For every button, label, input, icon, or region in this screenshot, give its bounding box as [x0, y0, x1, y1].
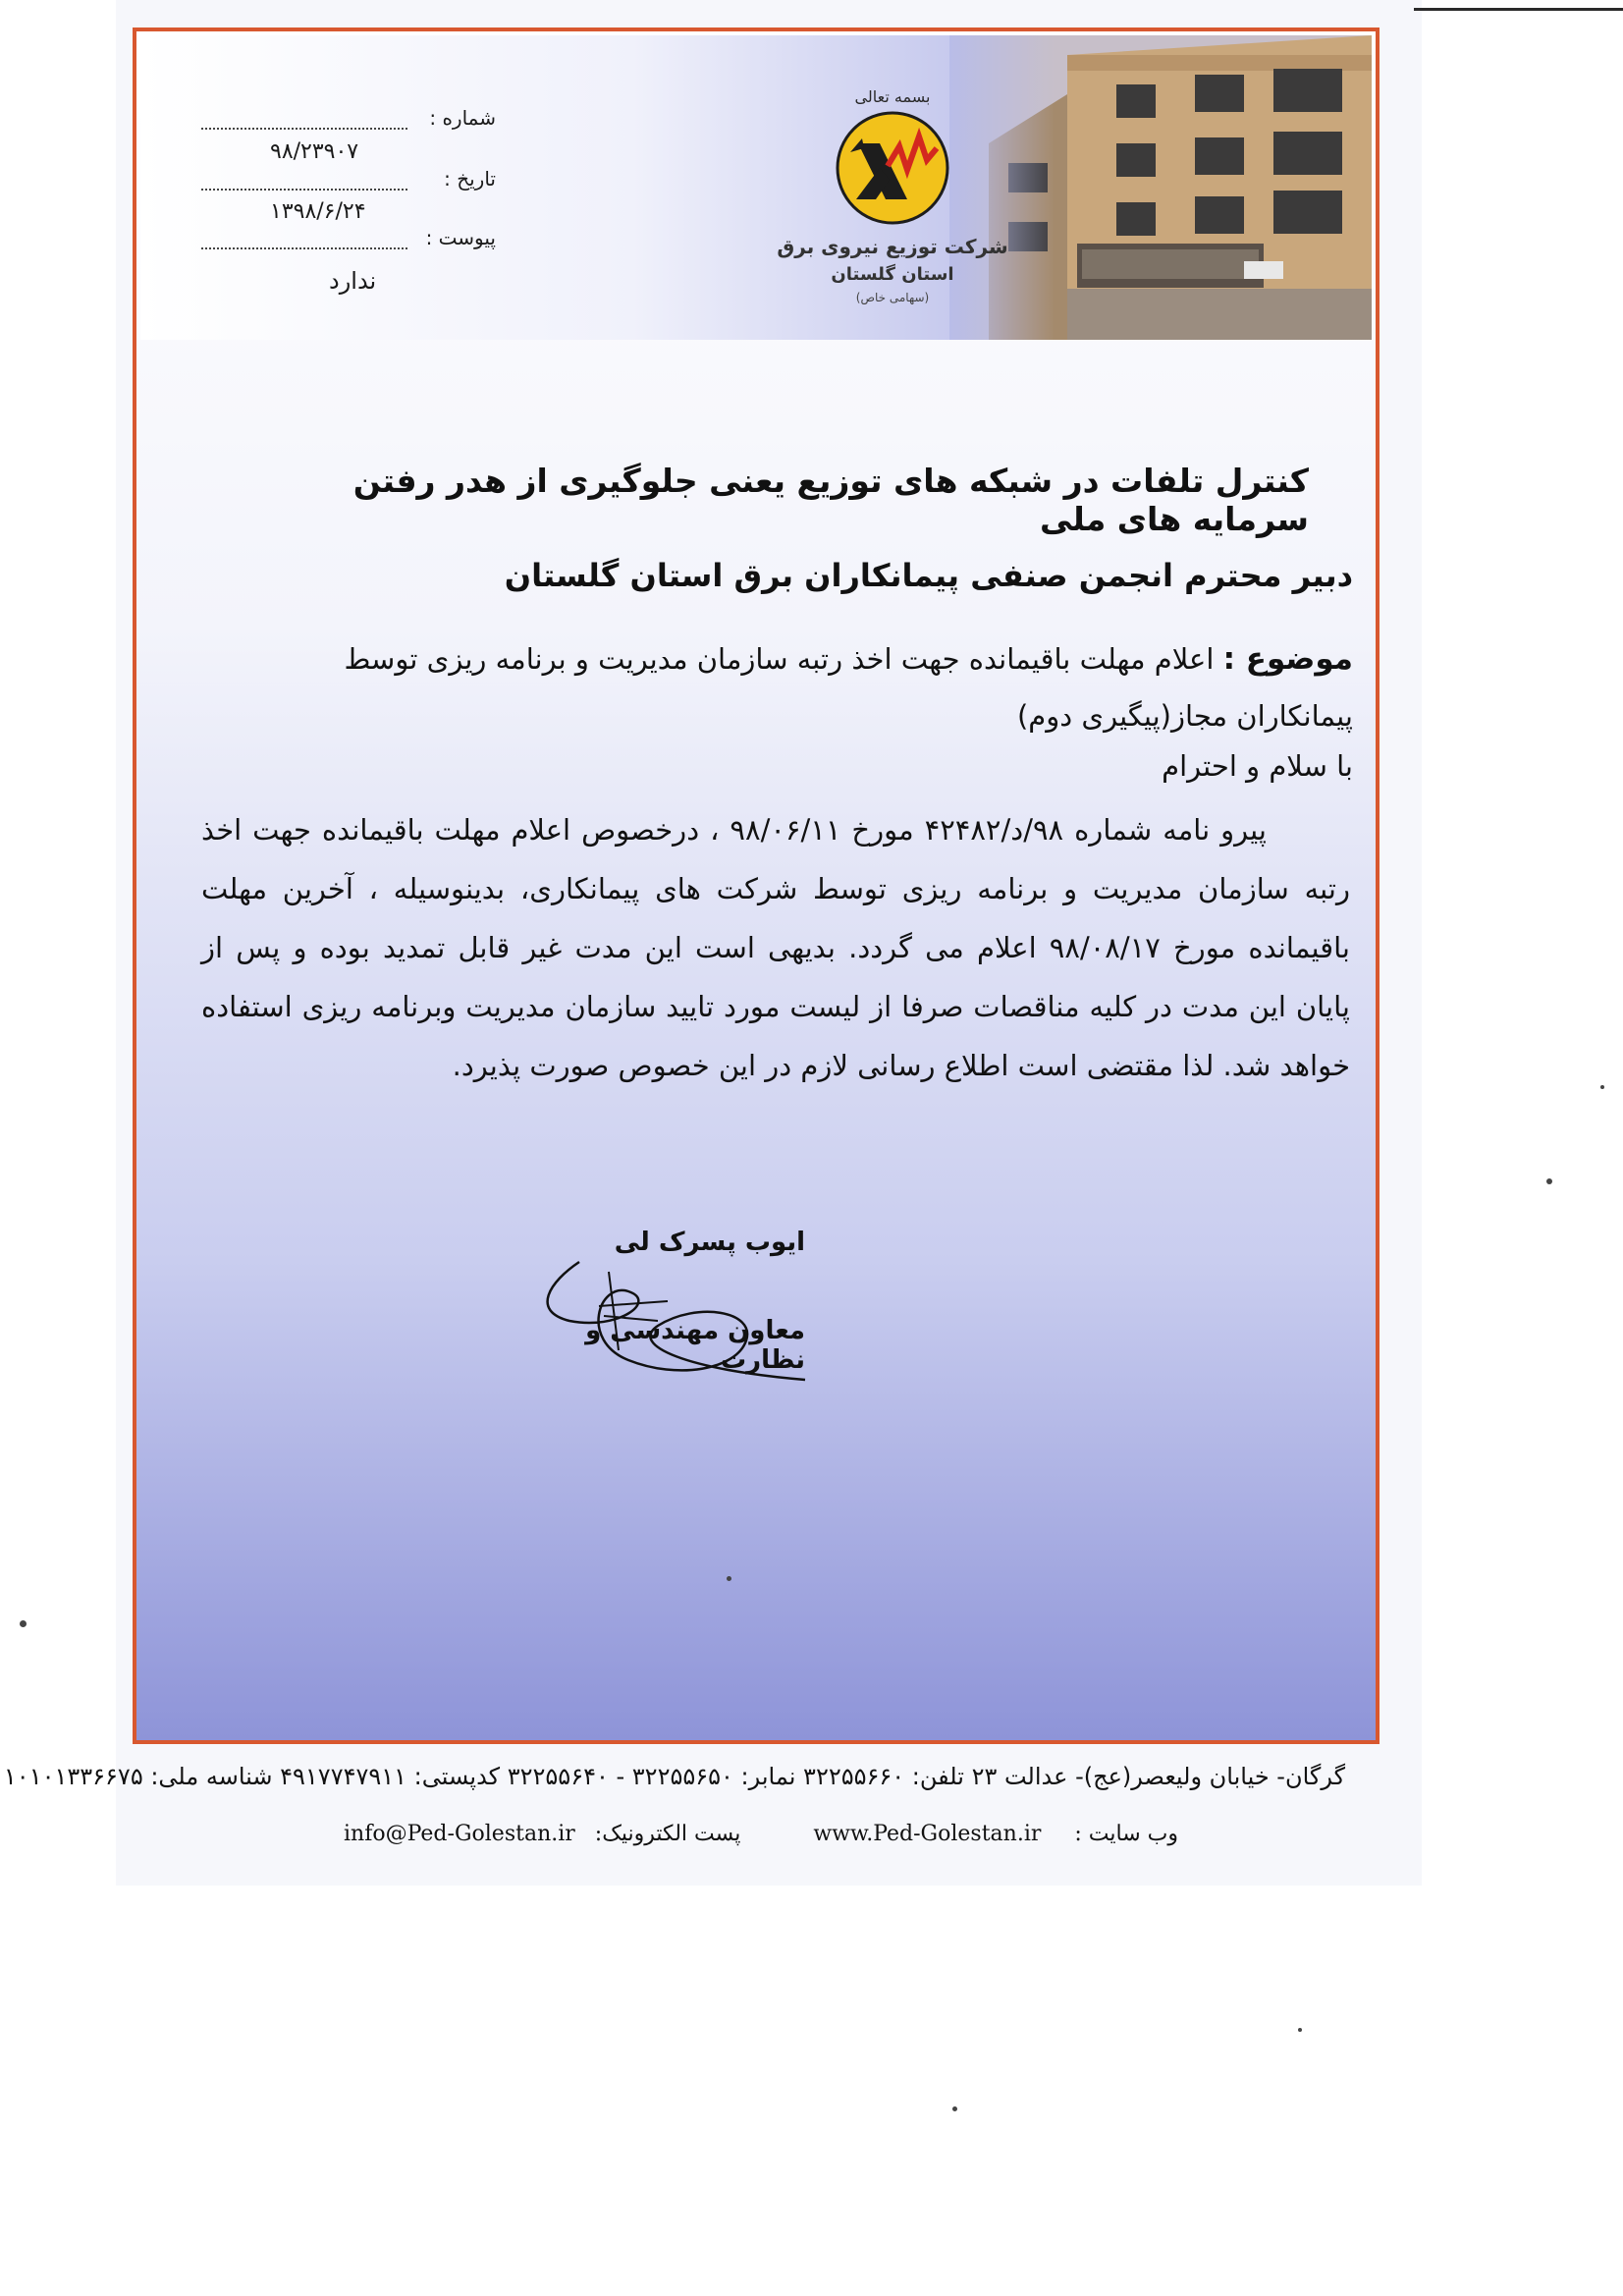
scan-speck	[952, 2106, 957, 2111]
website	[813, 1822, 1178, 1846]
scan-speck	[20, 1620, 27, 1627]
body-paragraph: پیرو نامه شماره ۹۸/د/۴۲۴۸۲ مورخ ۹۸/۰۶/۱۱ ، درخصوص اعلام مهلت باقیمانده جهت اخذ رتبه سازمان مدیریت و برنامه ریزی توسط شرکت های پیمانکاری، بدینوسیله ، آخرین مهلت باقیمانده مورخ ۹۸/۰۸/۱۷ اعلام می گردد. بدیهی است این مدت غیر قابل تمدید بوده و پس از پایان این مدت در کلیه مناقصات صرفا از لیست مورد تایید سازمان مدیریت وبرنامه ریزی استفاده خواهد شد. لذا مقتضی است اطلاع رسانی لازم در این خصوص صورت پذیرد.	[201, 813, 1350, 1082]
signer-role: معاون مهندسی و نظارت	[585, 1316, 805, 1375]
email-label: پست الکترونیک:	[594, 1822, 741, 1846]
letter-meta	[201, 98, 496, 314]
scan-speck	[1546, 1178, 1552, 1184]
scan-speck	[1298, 2028, 1302, 2032]
footer-address: گرگان- خیابان ولیعصر(عج)- عدالت ۲۳ تلفن: ۳۲۲۵۵۶۶۰ نمابر: ۳۲۲۵۵۶۵۰ - ۳۲۲۵۵۶۴۰ کدپستی: ۴۹۱۷۷۴۷۹۱۱ شناسه ملی: ۱۰۱۰۱۳۳۶۶۷۵	[3, 1763, 1345, 1790]
bismillah: بسمه تعالی	[854, 87, 931, 106]
email-address: info@Ped-Golestan.ir	[344, 1822, 575, 1846]
ownership-type: (سهامی خاص)	[855, 291, 930, 304]
attachment-label: پیوست :	[425, 226, 496, 249]
company-logo-block	[765, 85, 1020, 351]
scan-edge-line	[1414, 8, 1623, 11]
date-value: ۱۳۹۸/۶/۲۴	[270, 199, 366, 224]
subject-text: اعلام مهلت باقیمانده جهت اخذ رتبه سازمان مدیریت و برنامه ریزی توسط پیمانکاران مجاز(پیگیری دوم)	[344, 642, 1353, 733]
scan-speck	[727, 1576, 731, 1581]
number-label: شماره :	[429, 106, 496, 130]
attachment-field	[201, 226, 496, 265]
scan-speck	[1600, 1085, 1604, 1089]
signer-name: ایوب پسرک لی	[614, 1228, 805, 1257]
company-name: شرکت توزیع نیروی برق	[777, 235, 1008, 258]
website-url: www.Ped-Golestan.ir	[813, 1822, 1042, 1846]
letter-body	[201, 800, 1350, 1095]
electricity-logo-icon	[829, 109, 956, 227]
addressee: دبیر محترم انجمن صنفی پیمانکاران برق استان گلستان	[504, 557, 1353, 594]
website-label: وب سایت :	[1074, 1822, 1178, 1846]
letter-slogan: کنترل تلفات در شبکه های توزیع یعنی جلوگیری از هدر رفتن سرمایه های ملی	[352, 462, 1309, 538]
province-name: استان گلستان	[831, 264, 954, 285]
number-value: ۹۸/۲۳۹۰۷	[270, 139, 359, 164]
footer-contacts	[344, 1822, 1178, 1851]
date-label: تاریخ :	[444, 167, 496, 191]
subject-label: موضوع :	[1222, 641, 1353, 677]
greeting: با سلام و احترام	[1162, 749, 1353, 783]
attachment-value: ندارد	[329, 267, 377, 295]
email	[344, 1822, 740, 1846]
subject-line	[273, 630, 1353, 744]
